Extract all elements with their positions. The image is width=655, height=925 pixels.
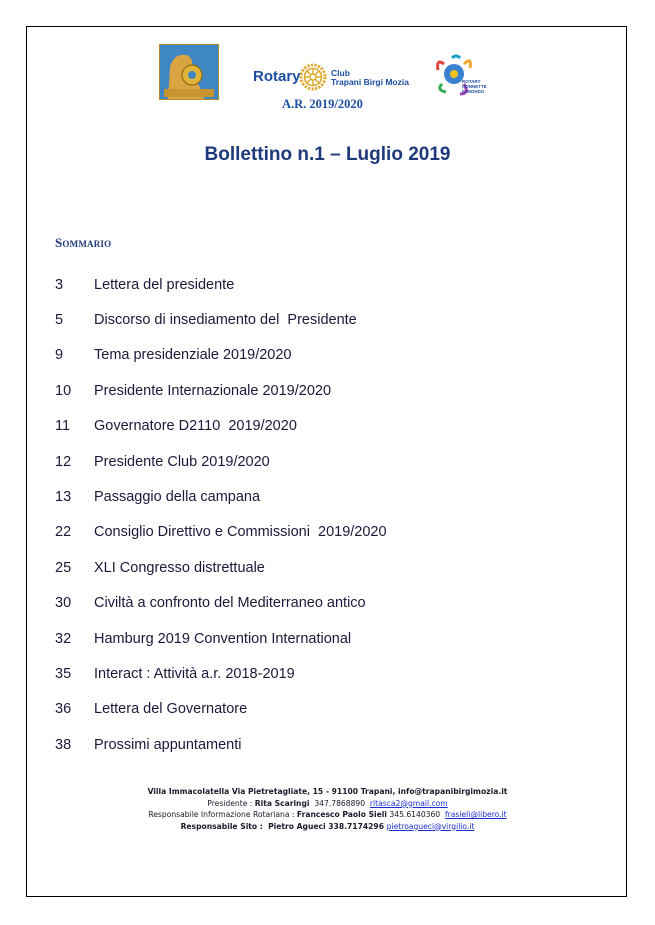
rotary-wordmark: Rotary [253, 68, 301, 85]
toc-page-number: 30 [55, 595, 72, 612]
toc-title: Civiltà a confronto del Mediterraneo antico [94, 595, 366, 612]
toc-entry[interactable] [55, 373, 595, 408]
toc-entry[interactable] [55, 586, 595, 621]
toc-title: Hamburg 2019 Convention International [94, 630, 352, 647]
summary-heading: Sommario [55, 235, 112, 250]
toc-page-number: 10 [55, 382, 72, 399]
toc-entry[interactable] [55, 550, 595, 585]
club-name [331, 69, 409, 87]
toc-title: Discorso di insediamento del Presidente [94, 312, 357, 329]
toc-entry[interactable] [55, 692, 595, 727]
toc-entry[interactable] [55, 479, 595, 514]
site-email-link[interactable]: pietroagueci@virgilio.it [386, 821, 475, 831]
club-location: Trapani Birgi Mozia [331, 77, 409, 87]
toc-page-number: 5 [55, 312, 64, 329]
rotary-wheel-icon [299, 63, 327, 91]
logo-motto-line: IL MONDO [462, 89, 485, 94]
toc-title: Prossimi appuntamenti [94, 736, 242, 753]
toc-title: XLI Congresso distrettuale [94, 559, 265, 576]
site-label: Responsabile Sito : Pietro Agueci 338.7174296 [180, 821, 387, 831]
footer-info-line [0, 809, 655, 821]
toc-page-number: 35 [55, 665, 72, 682]
toc-entry[interactable] [55, 727, 595, 762]
toc-entry[interactable] [55, 338, 595, 373]
footer-president-line [0, 798, 655, 810]
toc-title: Passaggio della campana [94, 489, 261, 506]
president-name: Rita Scaringi [254, 798, 310, 808]
toc-entry[interactable] [55, 444, 595, 479]
contact-footer [0, 786, 655, 832]
toc-title: Consiglio Direttivo e Commissioni 2019/2020 [94, 524, 387, 541]
toc-title: Interact : Attività a.r. 2018-2019 [94, 665, 295, 682]
logo-motto [462, 79, 487, 94]
toc-page-number: 22 [55, 524, 72, 541]
toc-title: Lettera del presidente [94, 276, 235, 293]
toc-entry[interactable] [55, 409, 595, 444]
footer-address: Villa Immacolatella Via Pietretagliate, 15 - 91100 Trapani, info@trapanibirgimozia.it [147, 787, 508, 796]
toc-title: Presidente Club 2019/2020 [94, 453, 270, 470]
toc-page-number: 11 [55, 418, 71, 435]
info-label: Responsabile Informazione Rotariana : [148, 810, 297, 819]
toc-page-number: 32 [55, 630, 72, 647]
toc-page-number: 3 [55, 276, 64, 293]
president-phone: 347.7868890 [309, 798, 370, 808]
toc-page-number: 9 [55, 347, 64, 364]
president-label: Presidente : [207, 798, 255, 808]
logo-motto-line: ROTARY [462, 79, 481, 84]
toc-title: Presidente Internazionale 2019/2020 [94, 382, 332, 399]
toc-title: Lettera del Governatore [94, 701, 248, 718]
toc-title: Tema presidenziale 2019/2020 [94, 347, 292, 364]
toc-page-number: 38 [55, 736, 72, 753]
footer-site-line [0, 821, 655, 833]
toc-entry[interactable] [55, 302, 595, 337]
bulletin-title: Bollettino n.1 – Luglio 2019 [204, 144, 451, 165]
club-label: Club [331, 68, 350, 78]
toc-entry[interactable] [55, 267, 595, 302]
info-email-link[interactable]: frasieli@libero.it [444, 810, 507, 819]
info-phone: 345.6140360 [387, 810, 445, 819]
toc-entry[interactable] [55, 515, 595, 550]
logo-motto-line: CONNETTE [462, 84, 487, 89]
rotary-year: A.R. 2019/2020 [282, 97, 363, 111]
toc-entry[interactable] [55, 621, 595, 656]
president-email-link[interactable]: ritasca2@gmail.com [369, 798, 448, 808]
toc-page-number: 12 [55, 453, 72, 470]
toc-entry[interactable] [55, 656, 595, 691]
toc-page-number: 25 [55, 559, 72, 576]
toc-page-number: 36 [55, 701, 72, 718]
club-emblem-logo [159, 44, 219, 100]
toc-title: Governatore D2110 2019/2020 [94, 418, 297, 435]
info-name: Francesco Paolo Sieli [296, 810, 387, 819]
toc-page-number: 13 [55, 489, 72, 506]
table-of-contents [55, 267, 595, 762]
